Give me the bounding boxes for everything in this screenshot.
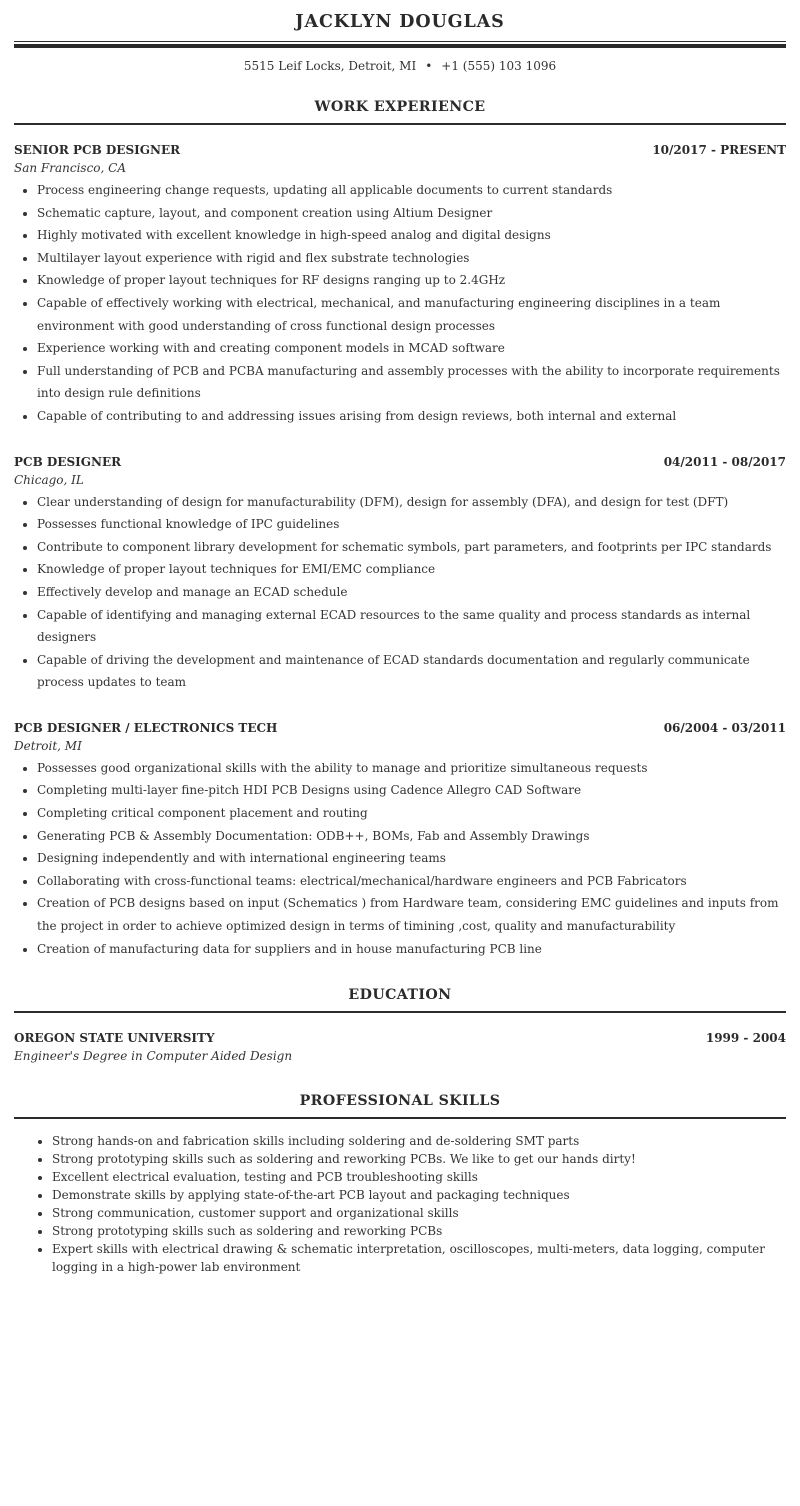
contact-phone: +1 (555) 103 1096 [441, 59, 557, 73]
job-dates: 04/2011 - 08/2017 [663, 454, 786, 469]
job-header [14, 142, 786, 158]
work-experience-divider [14, 123, 786, 125]
work-experience-section [14, 98, 786, 960]
job-location: Detroit, MI [14, 738, 82, 753]
job-title: PCB DESIGNER [14, 454, 122, 469]
job-duties [14, 757, 786, 960]
job-dates: 06/2004 - 03/2011 [663, 720, 786, 735]
education-dates: 1999 - 2004 [705, 1031, 786, 1046]
duty-item: • Possesses functional knowledge of IPC guidelines [37, 513, 786, 536]
job-title: SENIOR PCB DESIGNER [14, 143, 181, 157]
duty-item: • Completing multi-layer fine-pitch HDI PCB Designs using Cadence Allegro CAD Software [37, 779, 786, 802]
duty-item: • Creation of manufacturing data for suppliers and in house manufacturing PCB line [37, 938, 786, 961]
header-divider-thin [14, 41, 786, 42]
skill-item: • Strong communication, customer support and organizational skills [52, 1204, 786, 1222]
school-name: OREGON STATE UNIVERSITY [14, 1031, 215, 1046]
job-header [14, 720, 786, 736]
resume-header [14, 0, 786, 74]
education-header [14, 1030, 786, 1046]
duty-item: • Contribute to component library development for schematic symbols, part parameters, and footprints per IPC standards [37, 536, 786, 559]
duty-item: • Effectively develop and manage an ECAD schedule [37, 581, 786, 604]
job-entry [14, 142, 786, 428]
duty-item: • Creation of PCB designs based on input (Schematics ) from Hardware team, considering EMC guidelines and inputs from the project in order to achieve optimized design in terms of timining ,cost, quality and manufacturability [37, 892, 786, 937]
degree-name: Engineer's Degree in Computer Aided Design [14, 1049, 293, 1064]
skill-item: • Strong hands-on and fabrication skills including soldering and de-soldering SMT parts [52, 1132, 786, 1150]
candidate-name: JACKLYN DOUGLAS [295, 12, 505, 32]
skills-list [14, 1132, 786, 1276]
job-header [14, 454, 786, 470]
skill-item: • Demonstrate skills by applying state-of-the-art PCB layout and packaging techniques [52, 1186, 786, 1204]
job-entry [14, 720, 786, 960]
duty-item: • Capable of identifying and managing external ECAD resources to the same quality and process standards as internal designers [37, 604, 786, 649]
duty-item: • Capable of effectively working with electrical, mechanical, and manufacturing engineering disciplines in a team environment with good understanding of cross functional design processes [37, 292, 786, 337]
work-experience-title: WORK EXPERIENCE [314, 99, 486, 115]
duty-item: • Possesses good organizational skills with the ability to manage and prioritize simultaneous requests [37, 757, 786, 780]
contact-line [14, 58, 786, 74]
job-location: San Francisco, CA [14, 161, 127, 175]
job-entry [14, 454, 786, 694]
duty-item: • Highly motivated with excellent knowledge in high-speed analog and digital designs [37, 224, 786, 247]
header-divider-thick [14, 44, 786, 48]
education-divider [14, 1011, 786, 1013]
duty-item: • Experience working with and creating component models in MCAD software [37, 337, 786, 360]
duty-item: • Schematic capture, layout, and component creation using Altium Designer [37, 202, 786, 225]
skill-item: • Strong prototyping skills such as soldering and reworking PCBs. We like to get our hands dirty! [52, 1150, 786, 1168]
duty-item: • Designing independently and with international engineering teams [37, 847, 786, 870]
resume-page [14, 0, 786, 1276]
duty-item: • Knowledge of proper layout techniques for EMI/EMC compliance [37, 558, 786, 581]
contact-address: 5515 Leif Locks, Detroit, MI [243, 59, 417, 73]
skills-section [14, 1092, 786, 1276]
duty-item: • Capable of contributing to and addressing issues arising from design reviews, both internal and external [37, 405, 786, 428]
job-duties [14, 491, 786, 694]
duty-item: • Generating PCB & Assembly Documentation: ODB++, BOMs, Fab and Assembly Drawings [37, 825, 786, 848]
duty-item: • Process engineering change requests, updating all applicable documents to current standards [37, 179, 786, 202]
skills-title: PROFESSIONAL SKILLS [299, 1093, 501, 1110]
duty-item: • Knowledge of proper layout techniques for RF designs ranging up to 2.4GHz [37, 269, 786, 292]
job-dates: 10/2017 - PRESENT [652, 143, 786, 157]
education-title: EDUCATION [348, 987, 452, 1004]
duty-item: • Multilayer layout experience with rigid and flex substrate technologies [37, 247, 786, 270]
duty-item: • Collaborating with cross-functional teams: electrical/mechanical/hardware engineers and PCB Fabricators [37, 870, 786, 893]
skill-item: • Expert skills with electrical drawing & schematic interpretation, oscilloscopes, multi-meters, data logging, computer logging in a high-power lab environment [52, 1240, 786, 1276]
duty-item: • Capable of driving the development and maintenance of ECAD standards documentation and regularly communicate process updates to team [37, 649, 786, 694]
skill-item: • Excellent electrical evaluation, testing and PCB troubleshooting skills [52, 1168, 786, 1186]
duty-item: • Full understanding of PCB and PCBA manufacturing and assembly processes with the ability to incorporate requirements into design rule definitions [37, 360, 786, 405]
job-duties [14, 179, 786, 428]
skills-divider [14, 1117, 786, 1119]
education-entry [14, 1030, 786, 1064]
contact-separator: • [425, 59, 433, 73]
skill-item: • Strong prototyping skills such as soldering and reworking PCBs [52, 1222, 786, 1240]
education-section [14, 986, 786, 1064]
job-location: Chicago, IL [14, 472, 84, 487]
job-title: PCB DESIGNER / ELECTRONICS TECH [14, 720, 278, 735]
duty-item: • Completing critical component placement and routing [37, 802, 786, 825]
duty-item: • Clear understanding of design for manufacturability (DFM), design for assembly (DFA), and design for test (DFT) [37, 491, 786, 514]
